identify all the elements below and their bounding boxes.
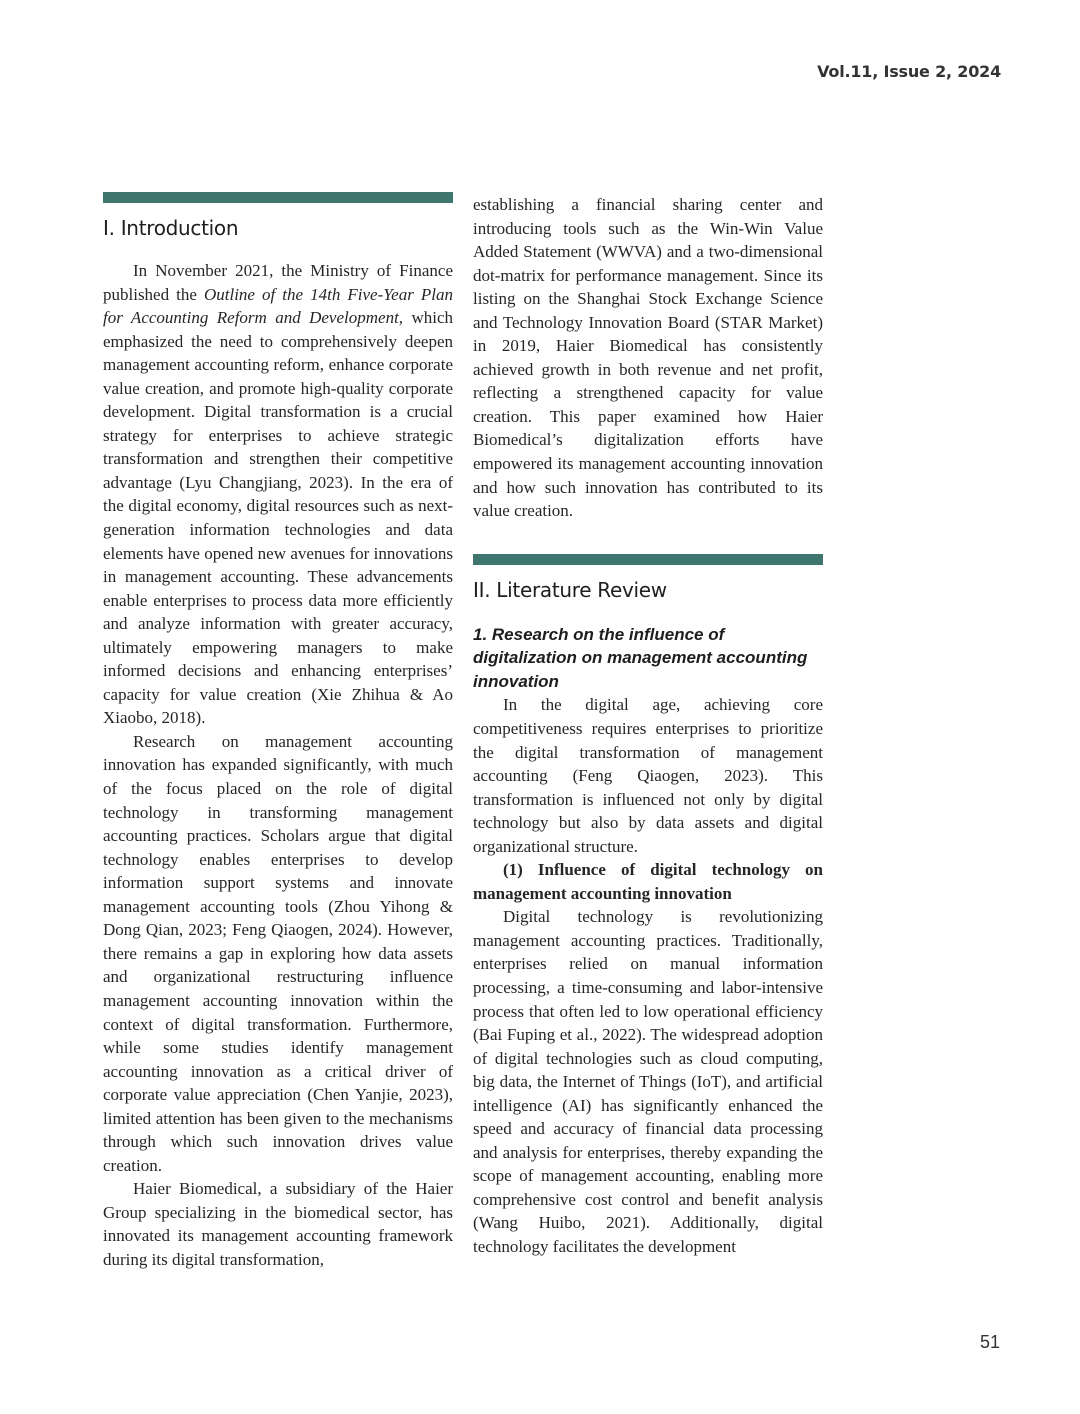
section-heading-literature-review: II. Literature Review [473,577,667,602]
literature-paragraph-2: Digital technology is revolutionizing management accounting practices. Traditionally, enterprises relied on manual information processing, a time-consuming and labor-intensive process that often led to low operational efficiency (Bai Fuping et al., 2022). The widespread adoption of digital technologies such as cloud computing, big data, the Internet of Things (IoT), and artificial intelligence (AI) has significantly enhanced the speed and accuracy of financial data processing and analysis for enterprises, thereby expanding the scope of management accounting, enabling more comprehensive cost control and benefit analysis (Wang Huibo, 2021). Additionally, digital technology facilitates the development [473,907,823,1257]
right-column [473,193,823,1259]
subsection-heading-digitalization: 1. Research on the influence of digitalization on management accounting innovation [473,624,808,691]
section-rule [103,192,453,203]
section-heading-introduction: I. Introduction [103,216,239,240]
page-number: 51 [979,1332,1000,1352]
literature-paragraph-1: In the digital age, achieving core competitiveness requires enterprises to prioritize the digital transformation of management accounting (Feng Qiaogen, 2023). This transformation is influenced not only by digital technology but also by data assets and digital organizational structure. [473,695,823,856]
introduction-paragraph-3-continued: establishing a financial sharing center and introducing tools such as the Win-Win Value Added Statement (WWVA) and a two-dimensional dot-matrix for performance management. Since its listing on the Shanghai Stock Exchange Science and Technology Innovation Board (STAR Market) in 2019, Haier Biomedical has consistently achieved growth in both revenue and net profit, reflecting a strengthened capacity for value creation. This paper examined how Haier Biomedical’s digitalization efforts have empowered its management accounting innovation and how such innovation has contributed to its value creation. [473,195,823,521]
running-head-issue: Vol.11, Issue 2, 2024 [817,62,1001,81]
outline-title: Outline of the 14th Five-Year Plan for Accounting Reform and Development, [103,284,453,328]
introduction-paragraph-2: Research on management accounting innovation has expanded significantly, with much of the focus placed on the role of digital technology in transforming management accounting practices. Scholars argue that digital technology enables enterprises to develop information support systems and innovate management accounting tools (Zhou Yihong & Dong Qian, 2023; Feng Qiaogen, 2024). However, there remains a gap in exploring how data assets and organizational restructuring influence management accounting innovation within the context of digital transformation. Furthermore, while some studies identify management accounting innovation as a critical driver of corporate value appreciation (Chen Yanjie, 2023), limited attention has been given to the mechanisms through which such innovation drives value creation. [103,731,453,1175]
subsubsection-heading-digital-technology: (1) Influence of digital technology on management accounting innovation [473,860,823,903]
section-rule [473,554,823,565]
left-column [103,192,453,1272]
introduction-paragraph-1: In November 2021, the Ministry of Finance published the Outline of the 14th Five-Year Plan for Accounting Reform and Development, which emphasized the need to comprehensively deepen management accounting reform, enhance corporate value creation, and promote high-quality corporate development. Digital transformation is a crucial strategy for enterprises to achieve strategic transformation and strengthen their competitive advantage (Lyu Changjiang, 2023). In the era of the digital economy, digital resources such as next-generation information technologies and data elements have opened new avenues for innovations in management accounting. These advancements enable enterprises to process data more efficiently and analyze information with greater accuracy, ultimately empowering managers to make informed decisions and enhancing enterprises’ capacity for value creation (Xie Zhihua & Ao Xiaobo, 2018). [103,261,453,728]
introduction-paragraph-3: Haier Biomedical, a subsidiary of the Haier Group specializing in the biomedical sector, has innovated its management accounting framework during its digital transformation, [103,1179,453,1269]
